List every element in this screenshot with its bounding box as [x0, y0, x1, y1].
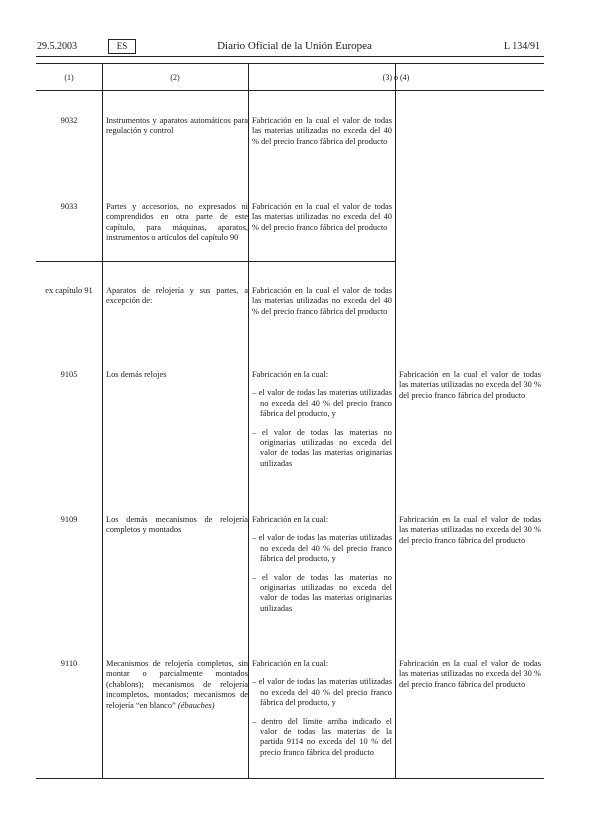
column-header-2: (2) — [170, 73, 180, 82]
row-code: ex capítulo 91 — [45, 286, 93, 295]
row-description: Aparatos de relojería y sus partes, a excepción de: — [106, 286, 248, 306]
publication-date: 29.5.2003 — [37, 41, 77, 52]
description-text: Mecanismos de relojería completos, sin montar o parcialmente montados (chablons); mecanismos de relojería incompletos, montados; mecanismos de relojería “en blanco” — [106, 659, 248, 710]
row-description: Los demás relojes — [106, 370, 167, 379]
description-italic: (ébauches) — [177, 700, 215, 710]
row-divider — [36, 261, 395, 262]
rule-intro: Fabricación en la cual: — [252, 370, 329, 379]
language-badge: ES — [108, 39, 136, 54]
row-description: Instrumentos y aparatos automáticos para regulación y control — [106, 116, 248, 136]
row-description: Los demás mecanismos de relojería completos y montados — [106, 515, 248, 535]
row-rule-col3: Fabricación en la cual el valor de todas las materias utilizadas no exceda del 40 % del precio franco fábrica del producto — [252, 286, 392, 316]
row-code: 9110 — [60, 659, 78, 668]
row-rule-col3 — [252, 515, 392, 614]
rule-bullet: – el valor de todas las materias utilizadas no exceda del 40 % del precio franco fábrica del producto, y — [252, 533, 392, 564]
rule-intro: Fabricación en la cual: — [252, 515, 329, 524]
row-description — [106, 659, 248, 711]
rule-bullet: – el valor de todas las materias no originarias utilizadas no exceda del valor de todas las materias originarias utilizadas — [252, 427, 392, 468]
table-bottom-border — [36, 778, 544, 779]
row-rule-col4: Fabricación en la cual el valor de todas las materias utilizadas no exceda del 30 % del precio franco fábrica del producto — [399, 370, 541, 400]
row-code: 9032 — [60, 116, 78, 125]
row-code: 9105 — [60, 370, 78, 379]
row-rule-col4: Fabricación en la cual el valor de todas las materias utilizadas no exceda del 30 % del precio franco fábrica del producto — [399, 659, 541, 689]
row-rule-col4: Fabricación en la cual el valor de todas las materias utilizadas no exceda del 30 % del precio franco fábrica del producto — [399, 515, 541, 545]
row-code: 9109 — [60, 515, 78, 524]
column-divider-1 — [102, 63, 103, 779]
rule-bullet: – el valor de todas las materias no originarias utilizadas no exceda del valor de todas las materias originarias utilizadas — [252, 572, 392, 613]
row-rule-col3: Fabricación en la cual el valor de todas las materias utilizadas no exceda del 40 % del precio franco fábrica del producto — [252, 202, 392, 232]
rules-table — [36, 63, 544, 779]
row-code: 9033 — [60, 202, 78, 211]
row-description: Partes y accesorios, no expresados ni comprendidos en otra parte de este capítulo, para máquinas, aparatos, instrumentos o artículos del capítulo 90 — [106, 202, 248, 243]
rule-intro: Fabricación en la cual: — [252, 659, 329, 668]
rule-bullet: – dentro del límite arriba indicado el valor de todas las materias de la partida 9114 no exceda del 10 % del precio franco fábrica del producto — [252, 716, 392, 757]
column-divider-2 — [248, 63, 249, 779]
row-rule-col3: Fabricación en la cual el valor de todas las materias utilizadas no exceda del 40 % del precio franco fábrica del producto — [252, 116, 392, 146]
column-header-3: (3) o (4) — [382, 73, 410, 82]
table-header-border — [36, 90, 544, 91]
rule-bullet: – el valor de todas las materias utilizadas no exceda del 40 % del precio franco fábrica del producto, y — [252, 388, 392, 419]
page-header — [0, 0, 589, 60]
column-divider-3 — [395, 63, 396, 779]
journal-title: Diario Oficial de la Unión Europea — [217, 40, 372, 52]
row-rule-col3 — [252, 659, 392, 758]
column-header-1: (1) — [64, 73, 74, 82]
table-top-border — [36, 63, 544, 64]
row-rule-col3 — [252, 370, 392, 469]
header-rule — [36, 56, 544, 57]
page-number: L 134/91 — [503, 41, 540, 52]
rule-bullet: – el valor de todas las materias utilizadas no exceda del 40 % del precio franco fábrica del producto, y — [252, 677, 392, 708]
